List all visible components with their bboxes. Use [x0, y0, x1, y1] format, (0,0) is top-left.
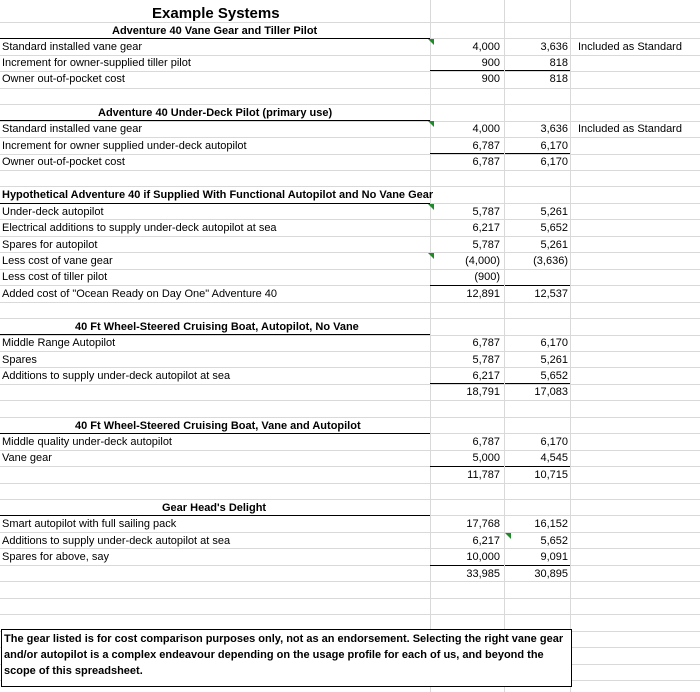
value-cell: 12,537: [534, 288, 568, 300]
value-cell: 4,000: [472, 41, 500, 53]
cell-border: [430, 383, 504, 384]
value-cell: 6,217: [472, 370, 500, 382]
value-cell: 818: [549, 73, 568, 85]
total-cell: 30,895: [534, 568, 568, 580]
value-cell: 6,217: [472, 222, 500, 234]
row-label: Less cost of vane gear: [2, 255, 113, 267]
row-label: Middle quality under-deck autopilot: [2, 436, 172, 448]
gridline-row: [0, 400, 700, 401]
gridline-row: [0, 466, 700, 467]
value-cell: 6,170: [540, 140, 568, 152]
value-cell: 5,787: [472, 239, 500, 251]
row-label: Additions to supply under-deck autopilot at sea: [2, 535, 231, 547]
row-label: Electrical additions to supply under-deck autopilot at sea: [2, 222, 277, 234]
cell-border: [505, 383, 570, 384]
total-cell: 18,791: [466, 386, 500, 398]
cell-border: [430, 153, 504, 154]
cell-border: [505, 70, 570, 71]
gridline-row: [0, 581, 700, 582]
value-cell: 12,891: [466, 288, 500, 300]
gridline-row: [0, 236, 700, 237]
cell-border: [430, 70, 504, 71]
value-cell: 6,787: [472, 436, 500, 448]
value-cell: 10,000: [466, 551, 500, 563]
cell-border: [430, 285, 504, 286]
section-heading: 40 Ft Wheel-Steered Cruising Boat, Autopilot, No Vane: [75, 321, 359, 333]
comment-flag-icon[interactable]: [428, 204, 434, 210]
cell-border: [0, 120, 430, 121]
gridline-col: [570, 0, 571, 692]
section-heading: Gear Head's Delight: [162, 502, 267, 514]
value-cell: 5,000: [472, 452, 500, 464]
cell-border: [505, 153, 570, 154]
gridline-row: [0, 450, 700, 451]
row-label: Spares: [2, 354, 37, 366]
cell-border: [505, 285, 570, 286]
section-heading: 40 Ft Wheel-Steered Cruising Boat, Vane and Autopilot: [75, 420, 361, 432]
gridline-row: [0, 351, 700, 352]
gridline-row: [0, 499, 700, 500]
value-cell: 5,652: [540, 370, 568, 382]
total-cell: 10,715: [534, 469, 568, 481]
gridline-row: [0, 22, 700, 23]
value-cell: 6,787: [472, 156, 500, 168]
row-label: Owner out-of-pocket cost: [2, 156, 125, 168]
note-cell: Included as Standard: [578, 41, 682, 53]
row-label: Increment for owner supplied under-deck autopilot: [2, 140, 247, 152]
row-label: Spares for autopilot: [2, 239, 98, 251]
gridline-row: [0, 88, 700, 89]
comment-flag-icon[interactable]: [428, 39, 434, 45]
value-cell: 4,000: [472, 123, 500, 135]
disclaimer-box: The gear listed is for cost comparison purposes only, not as an endorsement. Selecting the right vane gear and/or autopilot is a complex endeavour depending on the usage profile for each of us, and beyond the scope of this spreadsheet.: [1, 629, 572, 687]
value-cell: 5,652: [540, 535, 568, 547]
page-title: Example Systems: [152, 5, 280, 22]
cell-border: [0, 433, 430, 434]
row-label: Middle Range Autopilot: [2, 337, 116, 349]
value-cell: 5,261: [540, 206, 568, 218]
gridline-row: [0, 614, 700, 615]
gridline-row: [0, 598, 700, 599]
value-cell: 900: [481, 73, 500, 85]
value-cell: 818: [549, 57, 568, 69]
cell-border: [430, 466, 504, 467]
note-cell: Included as Standard: [578, 123, 682, 135]
comment-flag-icon[interactable]: [505, 533, 511, 539]
comment-flag-icon[interactable]: [428, 121, 434, 127]
cell-border: [0, 203, 430, 204]
value-cell: (3,636): [533, 255, 568, 267]
value-cell: 5,261: [540, 239, 568, 251]
section-heading: Adventure 40 Vane Gear and Tiller Pilot: [112, 25, 318, 37]
row-label: Spares for above, say: [2, 551, 110, 563]
value-cell: 16,152: [534, 518, 568, 530]
value-cell: 6,787: [472, 337, 500, 349]
row-label: Additions to supply under-deck autopilot at sea: [2, 370, 231, 382]
cell-border: [505, 565, 570, 566]
value-cell: 6,170: [540, 337, 568, 349]
gridline-row: [0, 302, 700, 303]
row-label: Less cost of tiller pilot: [2, 271, 108, 283]
value-cell: 5,787: [472, 354, 500, 366]
row-label: Smart autopilot with full sailing pack: [2, 518, 177, 530]
cell-border: [0, 334, 430, 335]
value-cell: 5,652: [540, 222, 568, 234]
value-cell: 6,787: [472, 140, 500, 152]
value-cell: 6,170: [540, 156, 568, 168]
value-cell: 4,545: [540, 452, 568, 464]
cell-border: [505, 466, 570, 467]
value-cell: (4,000): [465, 255, 500, 267]
row-label: Increment for owner-supplied tiller pilot: [2, 57, 191, 69]
row-label: Vane gear: [2, 452, 52, 464]
gridline-row: [0, 483, 700, 484]
cell-border: [430, 565, 504, 566]
gridline-row: [0, 384, 700, 385]
row-label: Under-deck autopilot: [2, 206, 104, 218]
section-heading: Adventure 40 Under-Deck Pilot (primary use): [98, 107, 333, 119]
value-cell: 900: [481, 57, 500, 69]
gridline-row: [0, 565, 700, 566]
value-cell: 9,091: [540, 551, 568, 563]
value-cell: 5,261: [540, 354, 568, 366]
value-cell: 5,787: [472, 206, 500, 218]
value-cell: (900): [474, 271, 500, 283]
value-cell: 3,636: [540, 41, 568, 53]
gridline-row: [0, 170, 700, 171]
section-heading: Hypothetical Adventure 40 if Supplied With Functional Autopilot and No Vane Gear: [2, 189, 434, 201]
value-cell: 3,636: [540, 123, 568, 135]
cell-border: [0, 38, 430, 39]
total-cell: 33,985: [466, 568, 500, 580]
value-cell: 6,217: [472, 535, 500, 547]
row-label: Added cost of "Ocean Ready on Day One" Adventure 40: [2, 288, 278, 300]
value-cell: 6,170: [540, 436, 568, 448]
row-label: Standard installed vane gear: [2, 41, 143, 53]
cell-border: [0, 515, 430, 516]
total-cell: 11,787: [467, 469, 500, 481]
comment-flag-icon[interactable]: [428, 253, 434, 259]
total-cell: 17,083: [534, 386, 568, 398]
value-cell: 17,768: [466, 518, 500, 530]
row-label: Owner out-of-pocket cost: [2, 73, 125, 85]
row-label: Standard installed vane gear: [2, 123, 143, 135]
